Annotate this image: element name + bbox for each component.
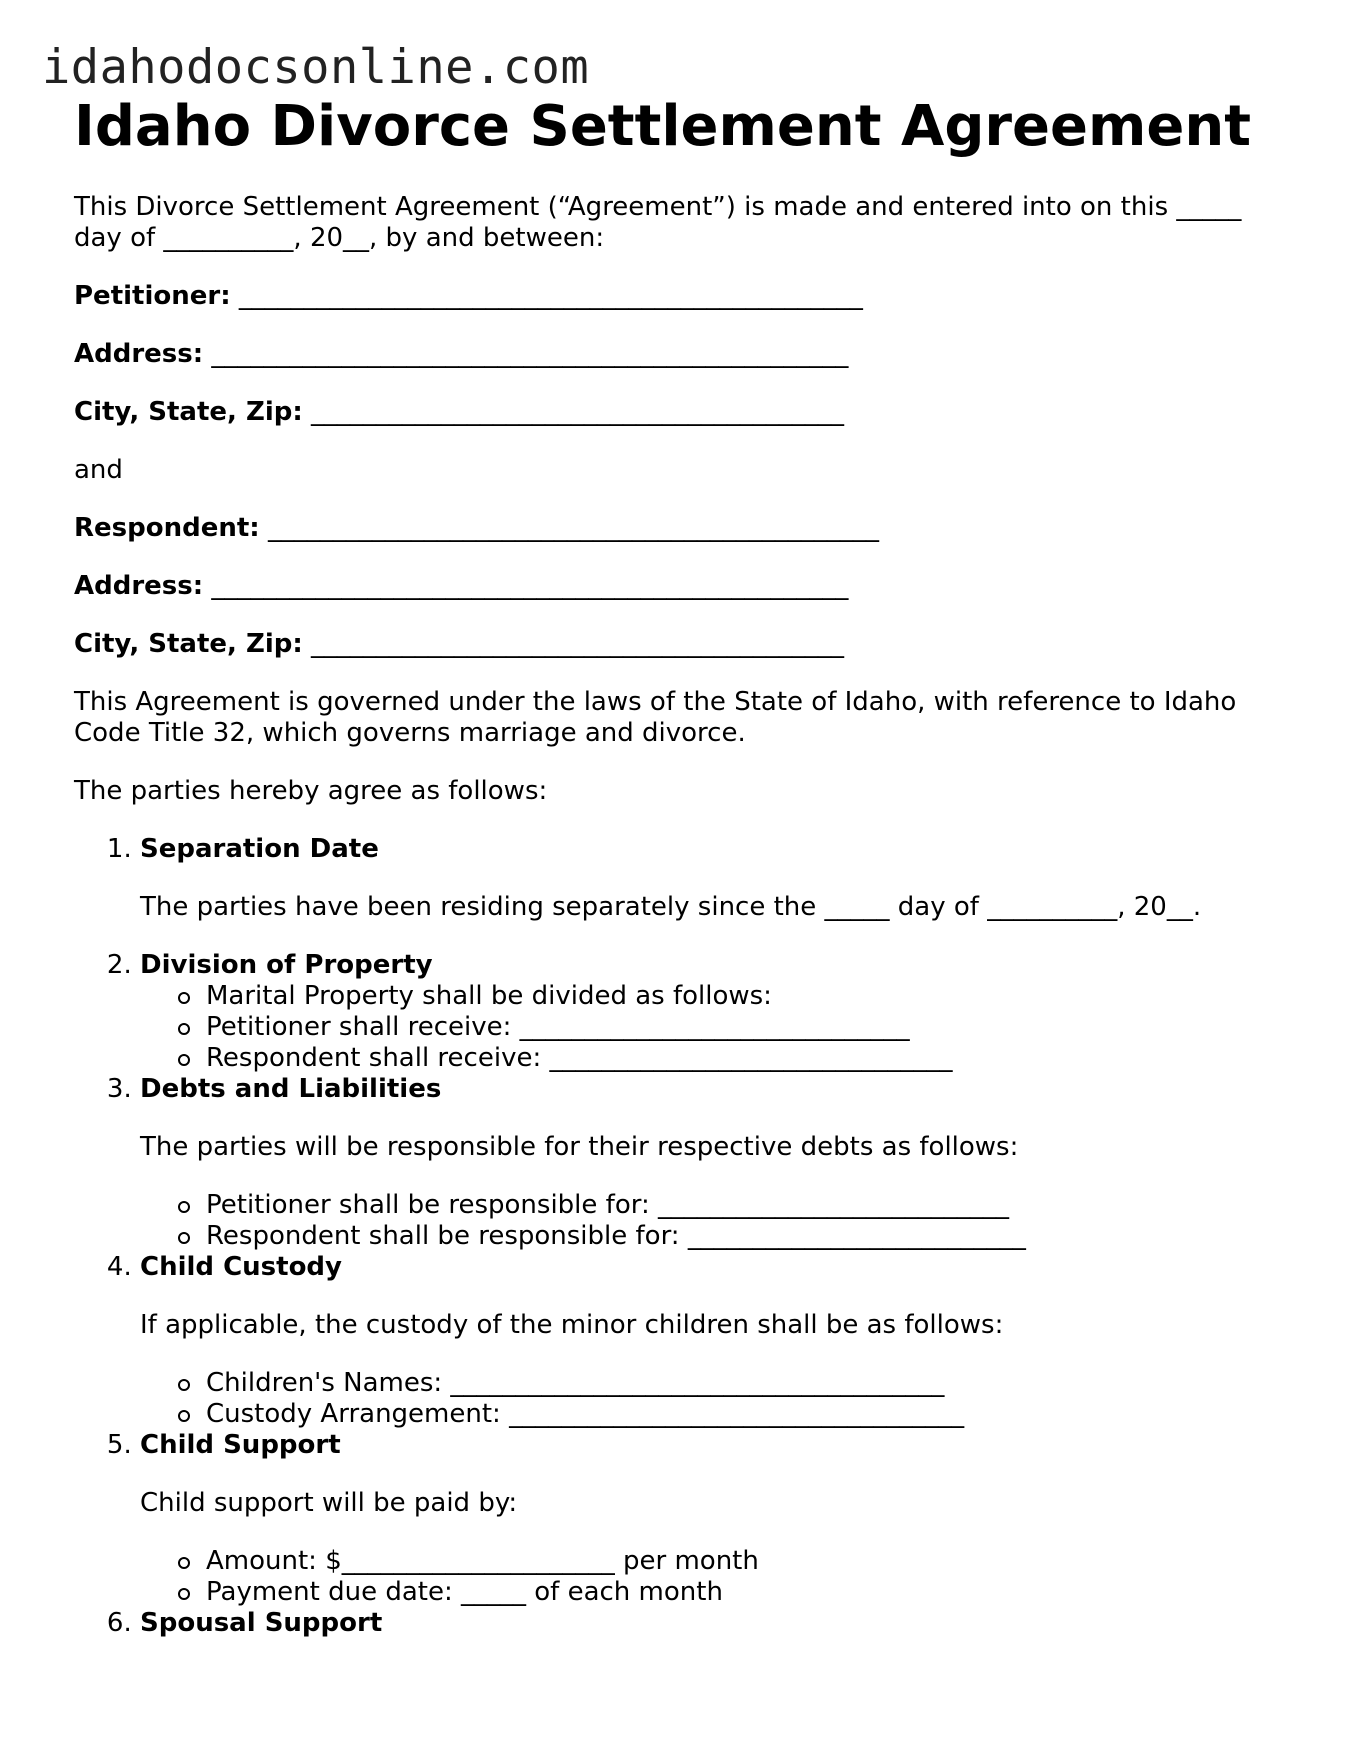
list-item: Marital Property shall be divided as follows: [206,981,1274,1012]
section-title: Child Support [140,1430,341,1460]
respondent-name-field[interactable] [74,513,1274,544]
list-item[interactable]: Respondent shall be responsible for: __________________________ [206,1221,1274,1252]
petitioner-address-blank[interactable]: _________________________________________________ [211,339,849,369]
document-page [74,92,1274,1639]
section-separation-date [140,834,1274,923]
section-paragraph: The parties will be responsible for their respective debts as follows: [140,1132,1019,1162]
petitioner-address-label: Address: [74,339,204,369]
document-title: Idaho Divorce Settlement Agreement [74,94,1251,159]
section-items [140,1190,1274,1252]
section-paragraph: The parties have been residing separately since the _____ day of __________, 20__. [140,892,1202,922]
intro-paragraph: This Divorce Settlement Agreement (“Agreement”) is made and entered into on this _____ day of __________, 20__, by and between: [74,192,1242,253]
petitioner-name-field[interactable] [74,281,1274,312]
list-item[interactable]: Amount: $_____________________ per month [206,1546,1274,1577]
respondent-address-field[interactable] [74,571,1274,602]
site-watermark: idahodocsonline.com [42,40,590,95]
section-spousal-support [140,1608,1274,1639]
list-item[interactable]: Payment due date: _____ of each month [206,1577,1274,1608]
section-division-of-property [140,950,1274,1074]
agreement-sections [74,834,1274,1639]
petitioner-city-field[interactable] [74,397,1274,428]
and-text: and [74,455,123,485]
list-item[interactable]: Custody Arrangement: ___________________________________ [206,1399,1274,1430]
petitioner-city-blank[interactable]: _________________________________________ [311,397,845,427]
agree-intro: The parties hereby agree as follows: [74,776,548,806]
section-debts-and-liabilities [140,1074,1274,1252]
section-paragraph: Child support will be paid by: [140,1488,518,1518]
petitioner-city-label: City, State, Zip: [74,397,303,427]
petitioner-name-blank[interactable]: ________________________________________________ [238,281,863,311]
list-item[interactable]: Respondent shall receive: _______________________________ [206,1043,1274,1074]
section-title: Division of Property [140,950,433,980]
section-title: Debts and Liabilities [140,1074,442,1104]
section-items [140,1368,1274,1430]
section-title: Child Custody [140,1252,342,1282]
section-title: Separation Date [140,834,379,864]
respondent-city-blank[interactable]: _________________________________________ [311,629,845,659]
petitioner-address-field[interactable] [74,339,1274,370]
petitioner-name-label: Petitioner: [74,281,231,311]
section-child-support [140,1430,1274,1608]
section-title: Spousal Support [140,1608,383,1638]
respondent-city-field[interactable] [74,629,1274,660]
list-item[interactable]: Children's Names: ______________________________________ [206,1368,1274,1399]
governing-law-paragraph: This Agreement is governed under the laws of the State of Idaho, with reference to Idaho Code Title 32, which governs marriage and divorce. [74,687,1237,748]
respondent-name-label: Respondent: [74,513,260,543]
respondent-address-blank[interactable]: _________________________________________________ [211,571,849,601]
section-paragraph: If applicable, the custody of the minor children shall be as follows: [140,1310,1004,1340]
section-child-custody [140,1252,1274,1430]
list-item[interactable]: Petitioner shall receive: ______________________________ [206,1012,1274,1043]
respondent-city-label: City, State, Zip: [74,629,303,659]
section-items [140,1546,1274,1608]
section-items [140,981,1274,1074]
document-body [74,192,1274,1639]
respondent-address-label: Address: [74,571,204,601]
list-item[interactable]: Petitioner shall be responsible for: ___________________________ [206,1190,1274,1221]
respondent-name-blank[interactable]: _______________________________________________ [267,513,879,543]
